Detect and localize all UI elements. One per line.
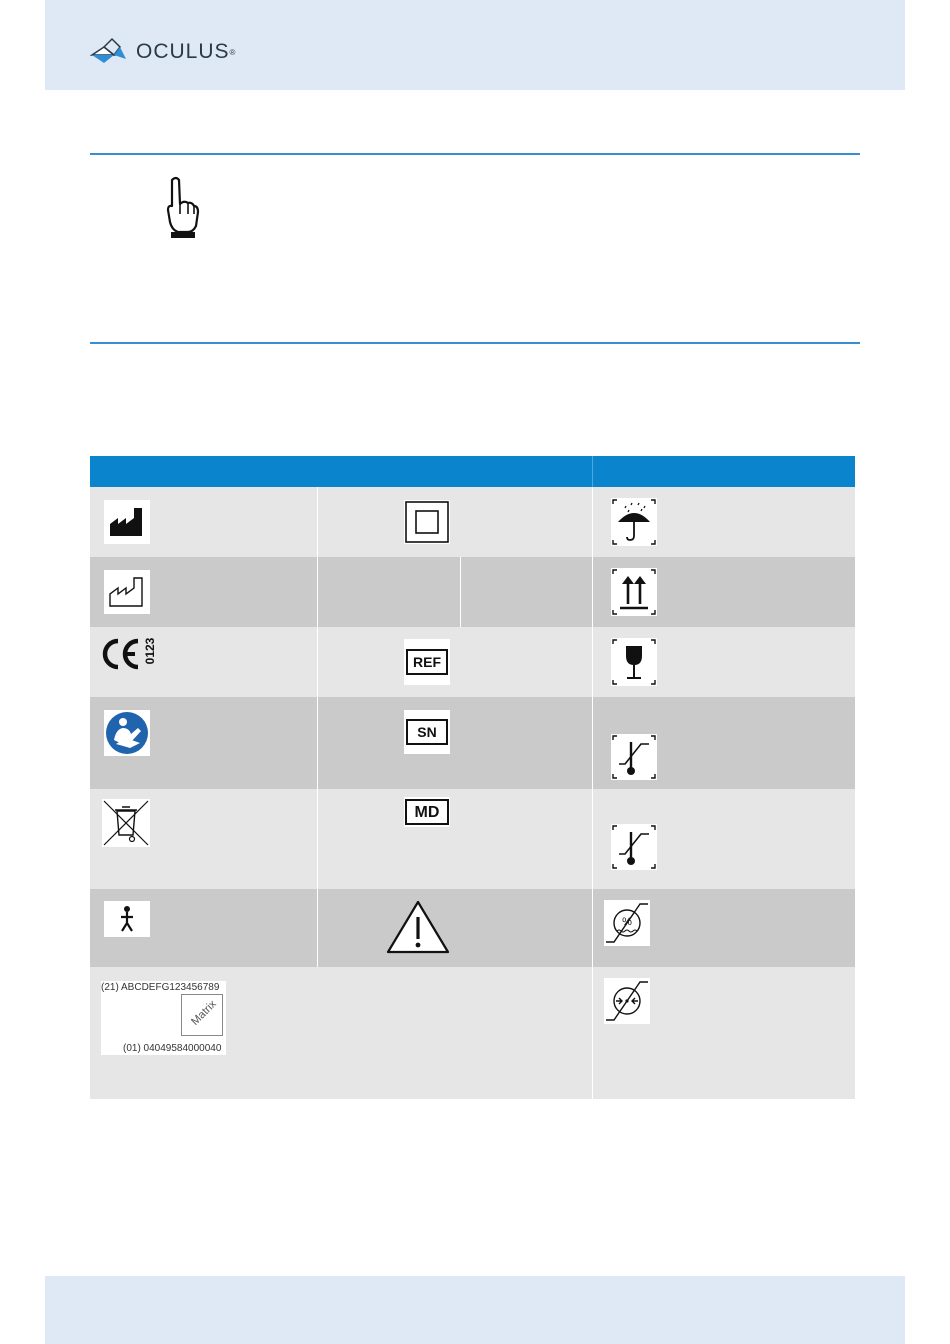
keep-dry-icon — [611, 498, 657, 546]
oculus-logo-icon — [90, 37, 134, 67]
pressure-limit-icon — [604, 978, 650, 1024]
warning-triangle-icon — [386, 899, 450, 955]
table-header — [90, 456, 855, 487]
gs1-label-sample — [101, 981, 226, 1055]
manufacturer-icon — [104, 500, 150, 544]
note-top-rule — [90, 153, 860, 155]
oculus-logo — [90, 36, 235, 68]
ref-label: REF — [413, 654, 441, 670]
brand-name: OCULUS — [136, 40, 230, 63]
note-bottom-rule — [90, 342, 860, 344]
page-footer-band — [45, 1276, 905, 1344]
temperature-limit-icon — [611, 734, 657, 780]
matrix-text: Matrix — [189, 998, 219, 1028]
table-row — [90, 889, 855, 967]
table-row — [90, 487, 855, 557]
this-way-up-icon — [611, 568, 657, 616]
pointing-hand-icon — [160, 176, 200, 245]
read-manual-icon — [104, 710, 150, 756]
humidity-limit-icon — [604, 900, 650, 946]
sn-label: SN — [417, 724, 437, 740]
double-insulation-icon — [404, 500, 450, 544]
gs1-gtin-line: (01) 04049584000040 — [123, 1043, 222, 1054]
gs1-serial-line: (21) ABCDEFG123456789 — [101, 982, 220, 993]
svg-text:%: % — [622, 916, 632, 928]
type-b-applied-part-icon — [104, 901, 150, 937]
table-row — [90, 627, 855, 697]
date-of-manufacture-icon — [104, 570, 150, 614]
ce-notified-body-number: 0123 — [143, 637, 157, 665]
crossed-bin-icon — [102, 799, 150, 847]
table-row — [90, 789, 855, 889]
data-matrix-placeholder — [181, 994, 223, 1036]
table-row — [90, 697, 855, 789]
registered-mark: ® — [229, 47, 236, 57]
fragile-icon — [611, 638, 657, 686]
md-label: MD — [414, 804, 440, 821]
temperature-limit-icon — [611, 824, 657, 870]
table-row — [90, 557, 855, 627]
